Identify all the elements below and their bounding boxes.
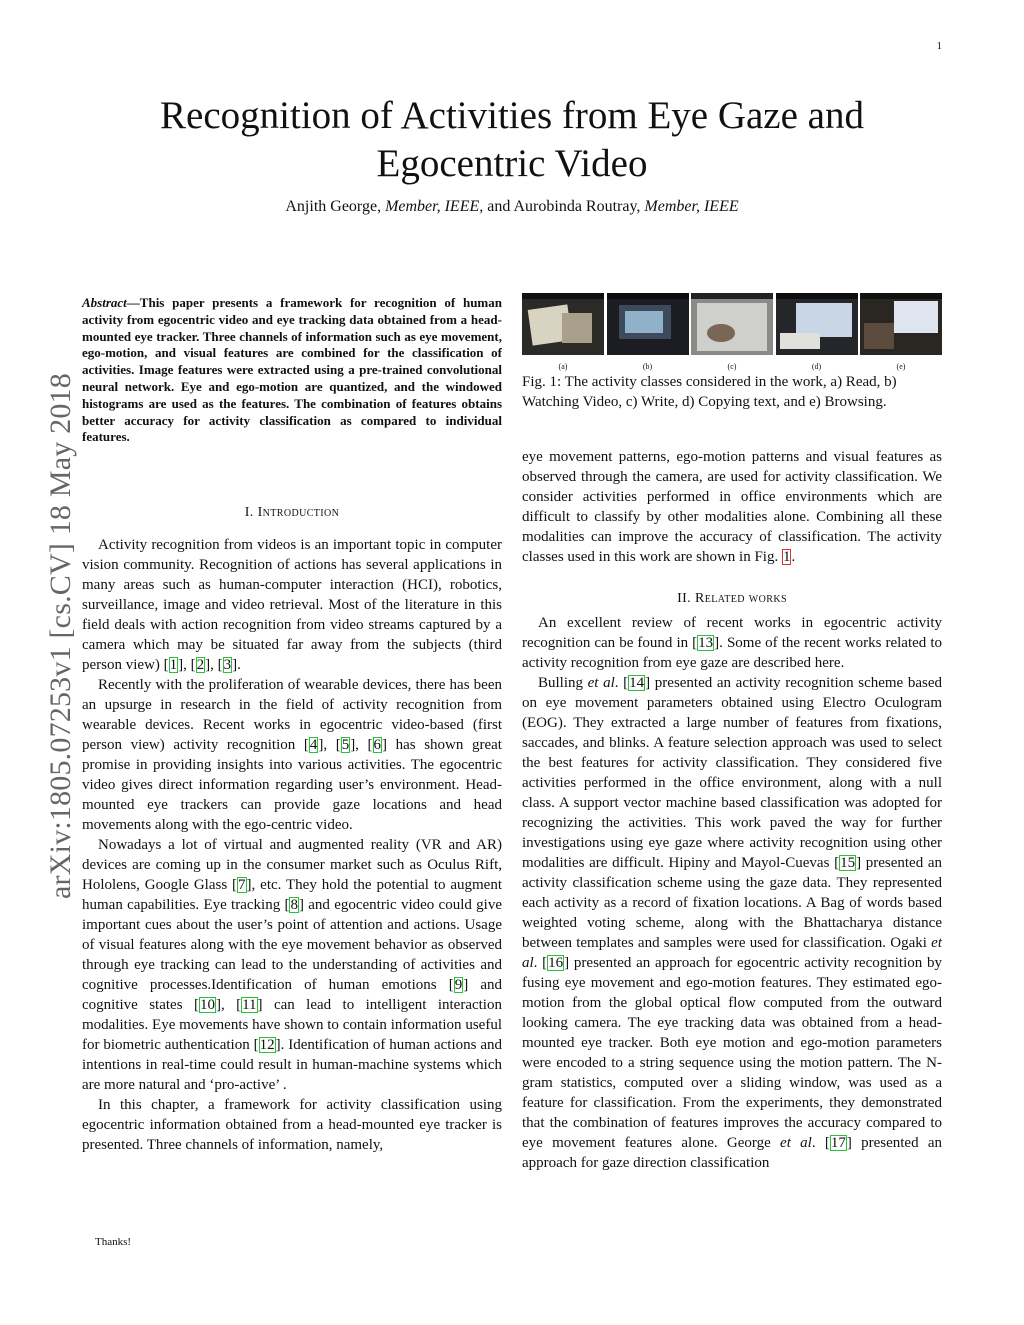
et-al: et al [587, 675, 615, 691]
citation-link[interactable]: 6 [373, 737, 382, 753]
figure-sublabels [522, 362, 942, 371]
citation-link[interactable]: 17 [830, 1135, 846, 1151]
footnote: Thanks! [95, 1236, 132, 1248]
citation-link[interactable]: 11 [242, 997, 257, 1013]
citation-link[interactable]: 5 [341, 737, 350, 753]
section-title: Introduction [257, 505, 340, 520]
text: . [533, 955, 543, 971]
title-line-1: Recognition of Activities from Eye Gaze and [160, 94, 864, 137]
sublabel-b: (b) [642, 362, 653, 371]
left-column [82, 503, 502, 1155]
intro-paragraph-4: In this chapter, a framework for activity classification using egocentric information obtained from a head-mounted eye tracker is presented. Three channels of information, namely, [82, 1097, 502, 1153]
citation-link[interactable]: 3 [223, 657, 232, 673]
author-2-role: Member, IEEE [644, 198, 739, 215]
activity-figure [522, 293, 942, 355]
text: Bulling [538, 675, 588, 691]
author-line [0, 198, 1024, 216]
author-and: and [487, 198, 511, 215]
al: al [800, 1135, 812, 1151]
section-number: I. [244, 505, 254, 520]
sublabel-d: (d) [811, 362, 822, 371]
right-column [522, 447, 942, 1173]
text: . [811, 1135, 825, 1151]
intro-paragraph-1: Activity recognition from videos is an important topic in computer vision community. Recognition of actions has several applications in many areas such as human-computer interaction (HCI), robotics, surveillance, image and video retrieval. Most of the literature in this field deals with action recognition from video streams captured by a camera which may be situated far away from the subjects (third person view) [1], [2], [3]. [82, 537, 502, 673]
citation-link[interactable]: 1 [169, 657, 178, 673]
citation-link[interactable]: 10 [199, 997, 215, 1013]
text: and cognitive states [82, 977, 502, 1013]
text: presented an approach for egocentric activity recognition by fusing eye movement and ego-motion features. They estimated ego-motion from the global optical flow computed from the outward looking camera. The eye tracking data was obtained from a head-mounted eye tracker. Both eye motion and ego-motion parameters were encoded to a string sequence using the motion pattern. The N-gram statistics, computed over a sliding window, was used as a feature for classification. From the experiments, they demonstrated that the combination of features improves the accuracy compared to eye movement features alone. George [522, 955, 942, 1151]
section-heading-introduction [82, 503, 502, 523]
author-1: Anjith George, [285, 198, 382, 215]
citation-link[interactable]: 7 [238, 877, 246, 893]
text: . Identification of human actions and intentions in real-time could result in human-machine systems which are more natural and ‘pro-active’ . [82, 1037, 502, 1093]
abstract-text: This paper presents a framework for recognition of human activity from egocentric video and eye tracking data obtained from a head-mounted eye tracker. Three channels of information such as eye movement, ego-motion, and visual features are combined for the classification of activities. Image features were extracted using a pre-trained convolutional neural network. Eye and ego-motion are quantized, and the windowed histograms are used as the features. The combination of features obtains better accuracy for activity classification as compared to individual features. [82, 295, 502, 445]
title-line-2: Egocentric Video [376, 142, 648, 185]
text: Nowadays a lot of virtual and augmented reality (VR and AR) devices are coming up in the consumer market such as Oculus Rift, Hololens, Google Glass [82, 837, 502, 893]
continued-paragraph [522, 447, 942, 567]
thumbnail-watching-video [607, 293, 689, 355]
thumbnail-copying-text [776, 293, 858, 355]
text: eye movement patterns, ego-motion patterns and visual features as observed through the camera, are used for activity classification. We consider activities performed in office environments which are difficult to classify by other modalities alone. Combining all these modalities can improve the accuracy of classification. The activity classes used in this work are shown in Fig. [522, 449, 942, 565]
citation-link[interactable]: 2 [196, 657, 205, 673]
sublabel-e: (e) [896, 362, 906, 371]
abstract-dash: — [126, 295, 140, 310]
paper-title [0, 92, 1024, 188]
text: Recently with the proliferation of wearable devices, there has been an upsurge in research in the field of activity recognition from wearable devices. Recent works in egocentric video-based (first person view) activity recognition [82, 677, 502, 753]
citation-link[interactable]: 12 [259, 1037, 275, 1053]
thumbnail-write [691, 293, 773, 355]
citation-link[interactable]: 14 [629, 675, 645, 691]
text: presented an activity recognition scheme based on eye movement parameters obtained using Electro Oculogram (EOG). They extracted a large number of features from fixations, saccades, and blinks. A feature selection approach was used to select the best features for activity classification. They considered five activities performed in the office environment, along with a null class. A support vector machine based classification was adopted for recognizing the activities. This work paved the way for further investigations using eye gaze where activity recognition using other modalities are difficult. Hipiny and Mayol-Cuevas [522, 675, 942, 871]
intro-paragraph-3: Nowadays a lot of virtual and augmented reality (VR and AR) devices are coming up in the consumer market such as Oculus Rift, Hololens, Google Glass [7], etc. They hold the potential to augment human capabilities. Eye tracking [8] and egocentric video could give important cues about the user’s point of attention and actions. Usage of visual features along with the eye movement behavior as observed through eye tracking can lead to the understanding of activities and cognitive processes.Identification of human emotions [9] and cognitive states [10], [11] can lead to intelligent interaction modalities. Eye movements have shown to contain information useful for biometric authentication [12]. Identification of human actions and intentions in real-time could result in human-machine systems which are more natural and ‘pro-active’ . [82, 837, 503, 1093]
citation-link[interactable]: 15 [840, 855, 856, 871]
text: , etc. They hold the potential to augment human capabilities. Eye tracking [82, 877, 503, 913]
related-paragraph-1: An excellent review of recent works in egocentric activity recognition can be found in [13]. Some of the recent works related to activity recognition from eye gaze are described here. [522, 615, 942, 671]
text: . [791, 549, 796, 565]
citation-link[interactable]: 8 [290, 897, 298, 913]
figure-link[interactable]: 1 [782, 549, 791, 565]
text: has shown great promise in providing insights into various activities. The egocentric video gives direct information regarding user’s environment. Head-mounted eye trackers can provide gaze locations and head movements along with the ego-centric video. [82, 737, 502, 833]
related-paragraph-2: Bulling et al. [14] presented an activity recognition scheme based on eye movement parameters obtained using Electro Oculogram (EOG). They extracted a large number of features from fixations, saccades, and blinks. A feature selection approach was used to select the best features for activity classification. They considered five activities performed in the office environment, along with a null class. A support vector machine based classification was adopted for recognizing the activities. This work paved the way for further investigations using eye gaze where activity recognition using other modalities are difficult. Hipiny and Mayol-Cuevas [15] presented an activity classification scheme using the gaze data. They represented each activity as a record of fixation locations. A Bag of words based weighted voting scheme, along with the Bhattacharya distance between templates and samples were used for classification. Ogaki et al. [16] presented an approach for egocentric activity recognition by fusing eye movement and ego-motion features. They estimated ego-motion from the global optical flow computed from the outward looking camera. The eye tracking data was obtained from a head-mounted eye tracker. Both eye motion and ego-motion parameters were encoded to a string sequence using the motion pattern. The N-gram statistics, computed over a sliding window, was used as a feature for classification. From the experiments, they demonstrated that the combination of features improves the accuracy compared to eye movement features alone. George et al. [17] presented an approach for gaze direction classification [522, 675, 942, 1171]
section-number: II. [677, 591, 692, 606]
et: et [780, 1135, 791, 1151]
abstract [82, 295, 502, 446]
text: presented an approach for gaze direction classification [522, 1135, 942, 1171]
page-number: 1 [936, 40, 942, 52]
text: and egocentric video could give important cues about the user’s point of attention and actions. Usage of visual features along with the eye movement behavior as observed through eye tracking can lead to the understanding of activities and cognitive processes.Identification of human emotions [82, 897, 502, 993]
thumbnail-read [522, 293, 604, 355]
section-heading-related-works [522, 589, 942, 609]
abstract-label: Abstract [82, 295, 127, 310]
sublabel-c: (c) [727, 362, 737, 371]
intro-paragraph-2: Recently with the proliferation of wearable devices, there has been an upsurge in research in the field of activity recognition from wearable devices. Recent works in egocentric video-based (first person view) activity recognition [4], [5], [6] has shown great promise in providing insights into various activities. The egocentric video gives direct information regarding user’s environment. Head-mounted eye trackers can provide gaze locations and head movements along with the ego-centric video. [82, 677, 502, 833]
text: . [614, 675, 624, 691]
citation-link[interactable]: 16 [548, 955, 564, 971]
et-al: et al [522, 935, 942, 971]
figure-caption: Fig. 1: The activity classes considered in the work, a) Read, b) Watching Video, c) Write, d) Copying text, and e) Browsing. [522, 374, 897, 410]
author-2: Aurobinda Routray, [513, 198, 641, 215]
sublabel-a: (a) [558, 362, 568, 371]
text: can lead to intelligent interaction modalities. Eye movements have shown to contain information useful for biometric authentication [82, 997, 502, 1053]
citation-link[interactable]: 9 [454, 977, 463, 993]
text: An excellent review of recent works in egocentric activity recognition can be found in [522, 615, 942, 651]
thumbnail-browsing [860, 293, 942, 355]
citation-link[interactable]: 13 [698, 635, 714, 651]
text: Activity recognition from videos is an important topic in computer vision community. Recognition of actions has several applications in many areas such as human-computer interaction (HCI), robotics, surveillance, image and video retrieval. Most of the literature in this field deals with action recognition from video streams captured by a camera which may be situated far away from the subjects (third person view) [82, 537, 502, 673]
arxiv-stamp: arXiv:1805.07253v1 [cs.CV] 18 May 2018 [44, 373, 77, 899]
author-1-role: Member, IEEE, [385, 198, 484, 215]
citation-link[interactable]: 4 [309, 737, 318, 753]
text: . Some of the recent works related to activity recognition from eye gaze are described here. [522, 635, 942, 671]
text: presented an activity classification scheme using the gaze data. They represented each activity as a record of fixation locations. A Bag of words based weighted voting scheme, along with the Bhattacharya distance between templates and samples were used for classification. Ogaki [522, 855, 942, 951]
section-title: Related works [695, 591, 787, 606]
